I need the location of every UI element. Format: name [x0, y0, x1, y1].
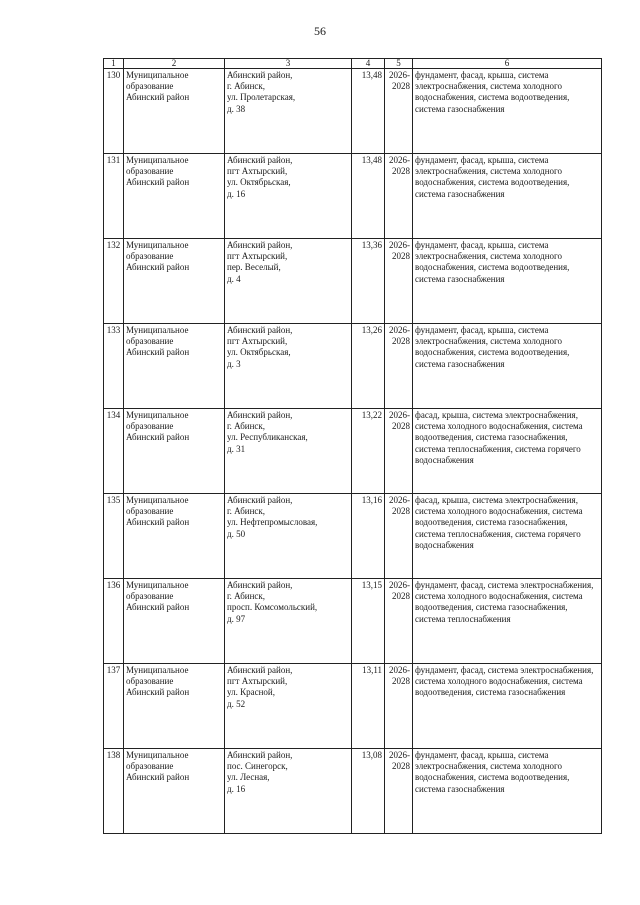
address-line: д. 52	[227, 698, 246, 709]
period-cell	[385, 154, 413, 239]
address-line: Абинский район,	[227, 750, 293, 760]
address-line: д. 16	[227, 188, 246, 199]
address-line: Абинский район,	[227, 240, 293, 250]
address-line: г. Абинск,	[227, 81, 266, 92]
owner-cell	[124, 239, 225, 324]
period-line: 2028	[392, 81, 410, 92]
address-line: ул. Пролетарская,	[227, 92, 296, 103]
table-row	[104, 324, 602, 409]
address-cell	[225, 324, 352, 409]
column-number: 3	[225, 59, 352, 69]
owner-line: Абинский район	[126, 262, 190, 273]
table-row	[104, 239, 602, 324]
owner-line: Муниципальное	[126, 495, 189, 505]
value: 13,26	[361, 325, 382, 335]
owner-cell	[124, 154, 225, 239]
register-table	[103, 58, 602, 834]
address-line: г. Абинск,	[227, 421, 266, 432]
column-numbers-row	[104, 59, 602, 69]
page-number: 56	[314, 24, 326, 38]
owner-cell	[124, 494, 225, 579]
owner-line: Муниципальное	[126, 750, 189, 760]
period-line: 2026-	[389, 240, 410, 250]
address-line: ул. Нефтепромысловая,	[227, 517, 318, 528]
value: 13,36	[361, 240, 382, 250]
works-text: фундамент, фасад, крыша, система электроснабжения, система холодного водоснабжения, система водоотведения, система газоснабжения	[415, 240, 570, 284]
works-cell	[413, 154, 602, 239]
period-line: 2028	[392, 251, 410, 262]
owner-line: Муниципальное	[126, 240, 189, 250]
address-line: пер. Веселый,	[227, 262, 281, 273]
address-line: г. Абинск,	[227, 591, 266, 602]
period-line: 2026-	[389, 580, 410, 590]
row-number-cell	[104, 409, 124, 494]
period-line: 2028	[392, 421, 410, 432]
address-cell	[225, 154, 352, 239]
owner-cell	[124, 409, 225, 494]
value-cell	[352, 239, 385, 324]
owner-cell	[124, 69, 225, 154]
table-row	[104, 749, 602, 834]
row-number-cell	[104, 239, 124, 324]
owner-line: Абинский район	[126, 432, 190, 443]
period-line: 2026-	[389, 750, 410, 760]
address-line: ул. Октябрьская,	[227, 347, 291, 358]
row-number: 134	[106, 410, 121, 420]
owner-line: образование	[126, 336, 174, 347]
row-number-cell	[104, 69, 124, 154]
row-number-cell	[104, 494, 124, 579]
address-line: Абинский район,	[227, 325, 293, 335]
owner-line: образование	[126, 421, 174, 432]
table-row	[104, 494, 602, 579]
works-cell	[413, 579, 602, 664]
period-line: 2028	[392, 166, 410, 177]
works-cell	[413, 494, 602, 579]
value: 13,15	[361, 580, 382, 590]
period-line: 2026-	[389, 70, 410, 80]
owner-line: Абинский район	[126, 517, 190, 528]
row-number-cell	[104, 664, 124, 749]
address-line: пгт Ахтырский,	[227, 251, 288, 262]
row-number: 130	[106, 70, 121, 80]
value: 13,22	[361, 410, 382, 420]
works-text: фундамент, фасад, крыша, система электроснабжения, система холодного водоснабжения, система водоотведения, система газоснабжения	[415, 325, 570, 369]
table-row	[104, 664, 602, 749]
column-number: 6	[413, 59, 602, 69]
owner-line: образование	[126, 81, 174, 92]
value-cell	[352, 664, 385, 749]
owner-line: Муниципальное	[126, 325, 189, 335]
value: 13,11	[362, 665, 382, 675]
address-line: д. 97	[227, 613, 246, 624]
address-line: Абинский район,	[227, 495, 293, 505]
row-number: 137	[106, 665, 121, 675]
works-text: фундамент, фасад, крыша, система электроснабжения, система холодного водоснабжения, система водоотведения, система газоснабжения	[415, 750, 570, 794]
row-number: 131	[106, 155, 121, 165]
owner-line: Муниципальное	[126, 410, 189, 420]
period-line: 2026-	[389, 495, 410, 505]
works-cell	[413, 409, 602, 494]
period-line: 2028	[392, 676, 410, 687]
value-cell	[352, 494, 385, 579]
owner-line: образование	[126, 506, 174, 517]
period-line: 2026-	[389, 325, 410, 335]
address-line: д. 3	[227, 358, 241, 369]
owner-line: Абинский район	[126, 687, 190, 698]
address-line: Абинский район,	[227, 155, 293, 165]
address-line: Абинский район,	[227, 665, 293, 675]
address-cell	[225, 69, 352, 154]
address-line: ул. Красной,	[227, 687, 275, 698]
owner-cell	[124, 579, 225, 664]
works-cell	[413, 239, 602, 324]
owner-line: Абинский район	[126, 772, 190, 783]
value-cell	[352, 409, 385, 494]
owner-cell	[124, 749, 225, 834]
period-cell	[385, 664, 413, 749]
address-line: ул. Республиканская,	[227, 432, 308, 443]
period-cell	[385, 69, 413, 154]
period-cell	[385, 324, 413, 409]
period-cell	[385, 749, 413, 834]
table-row	[104, 69, 602, 154]
period-line: 2028	[392, 761, 410, 772]
address-line: д. 4	[227, 273, 241, 284]
address-line: д. 16	[227, 783, 246, 794]
owner-line: образование	[126, 166, 174, 177]
period-cell	[385, 239, 413, 324]
row-number: 132	[106, 240, 121, 250]
column-number: 1	[104, 59, 124, 69]
row-number-cell	[104, 324, 124, 409]
period-cell	[385, 494, 413, 579]
period-cell	[385, 579, 413, 664]
address-cell	[225, 239, 352, 324]
works-cell	[413, 324, 602, 409]
value-cell	[352, 154, 385, 239]
value: 13,16	[361, 495, 382, 505]
works-text: фундамент, фасад, система электроснабжения, система холодного водоснабжения, система водоотведения, система газоснабжения	[415, 665, 594, 698]
row-number: 138	[106, 750, 121, 760]
owner-line: образование	[126, 761, 174, 772]
owner-line: образование	[126, 251, 174, 262]
period-line: 2026-	[389, 410, 410, 420]
value-cell	[352, 749, 385, 834]
value: 13,08	[361, 750, 382, 760]
table-row	[104, 409, 602, 494]
table-row	[104, 579, 602, 664]
owner-cell	[124, 664, 225, 749]
owner-line: Абинский район	[126, 602, 190, 613]
period-line: 2028	[392, 591, 410, 602]
address-line: ул. Лесная,	[227, 772, 270, 783]
address-cell	[225, 409, 352, 494]
row-number-cell	[104, 749, 124, 834]
address-line: пос. Синегорск,	[227, 761, 288, 772]
table-row	[104, 154, 602, 239]
row-number: 136	[106, 580, 121, 590]
address-line: д. 31	[227, 443, 246, 454]
owner-line: образование	[126, 676, 174, 687]
row-number-cell	[104, 154, 124, 239]
period-line: 2028	[392, 506, 410, 517]
owner-line: Муниципальное	[126, 155, 189, 165]
works-text: фундамент, фасад, система электроснабжения, система холодного водоснабжения, система водоотведения, система газоснабжения, система теплоснабжения	[415, 580, 594, 624]
address-cell	[225, 749, 352, 834]
works-text: фундамент, фасад, крыша, система электроснабжения, система холодного водоснабжения, система водоотведения, система газоснабжения	[415, 70, 570, 114]
address-line: д. 50	[227, 528, 246, 539]
period-line: 2026-	[389, 665, 410, 675]
period-line: 2026-	[389, 155, 410, 165]
owner-line: Муниципальное	[126, 70, 189, 80]
value-cell	[352, 324, 385, 409]
address-cell	[225, 579, 352, 664]
owner-line: Абинский район	[126, 347, 190, 358]
column-number: 5	[385, 59, 413, 69]
address-line: Абинский район,	[227, 410, 293, 420]
owner-line: образование	[126, 591, 174, 602]
address-line: пгт Ахтырский,	[227, 336, 288, 347]
address-line: д. 38	[227, 103, 246, 114]
owner-line: Муниципальное	[126, 580, 189, 590]
owner-line: Абинский район	[126, 177, 190, 188]
works-cell	[413, 749, 602, 834]
owner-cell	[124, 324, 225, 409]
column-number: 2	[124, 59, 225, 69]
row-number: 135	[106, 495, 121, 505]
address-line: Абинский район,	[227, 580, 293, 590]
column-number: 4	[352, 59, 385, 69]
address-cell	[225, 494, 352, 579]
period-cell	[385, 409, 413, 494]
value: 13,48	[361, 70, 382, 80]
address-line: г. Абинск,	[227, 506, 266, 517]
address-cell	[225, 664, 352, 749]
works-text: фасад, крыша, система электроснабжения, система холодного водоснабжения, система водоотведения, система газоснабжения, система теплоснабжения, система горячего водоснабжения	[415, 410, 583, 465]
value: 13,48	[361, 155, 382, 165]
address-line: Абинский район,	[227, 70, 293, 80]
works-cell	[413, 664, 602, 749]
value-cell	[352, 579, 385, 664]
owner-line: Абинский район	[126, 92, 190, 103]
works-cell	[413, 69, 602, 154]
row-number: 133	[106, 325, 121, 335]
owner-line: Муниципальное	[126, 665, 189, 675]
value-cell	[352, 69, 385, 154]
address-line: ул. Октябрьская,	[227, 177, 291, 188]
address-line: пгт Ахтырский,	[227, 166, 288, 177]
works-text: фасад, крыша, система электроснабжения, система холодного водоснабжения, система водоотведения, система газоснабжения, система теплоснабжения, система горячего водоснабжения	[415, 495, 583, 550]
period-line: 2028	[392, 336, 410, 347]
row-number-cell	[104, 579, 124, 664]
address-line: пгт Ахтырский,	[227, 676, 288, 687]
address-line: просп. Комсомольский,	[227, 602, 318, 613]
works-text: фундамент, фасад, крыша, система электроснабжения, система холодного водоснабжения, система водоотведения, система газоснабжения	[415, 155, 570, 199]
